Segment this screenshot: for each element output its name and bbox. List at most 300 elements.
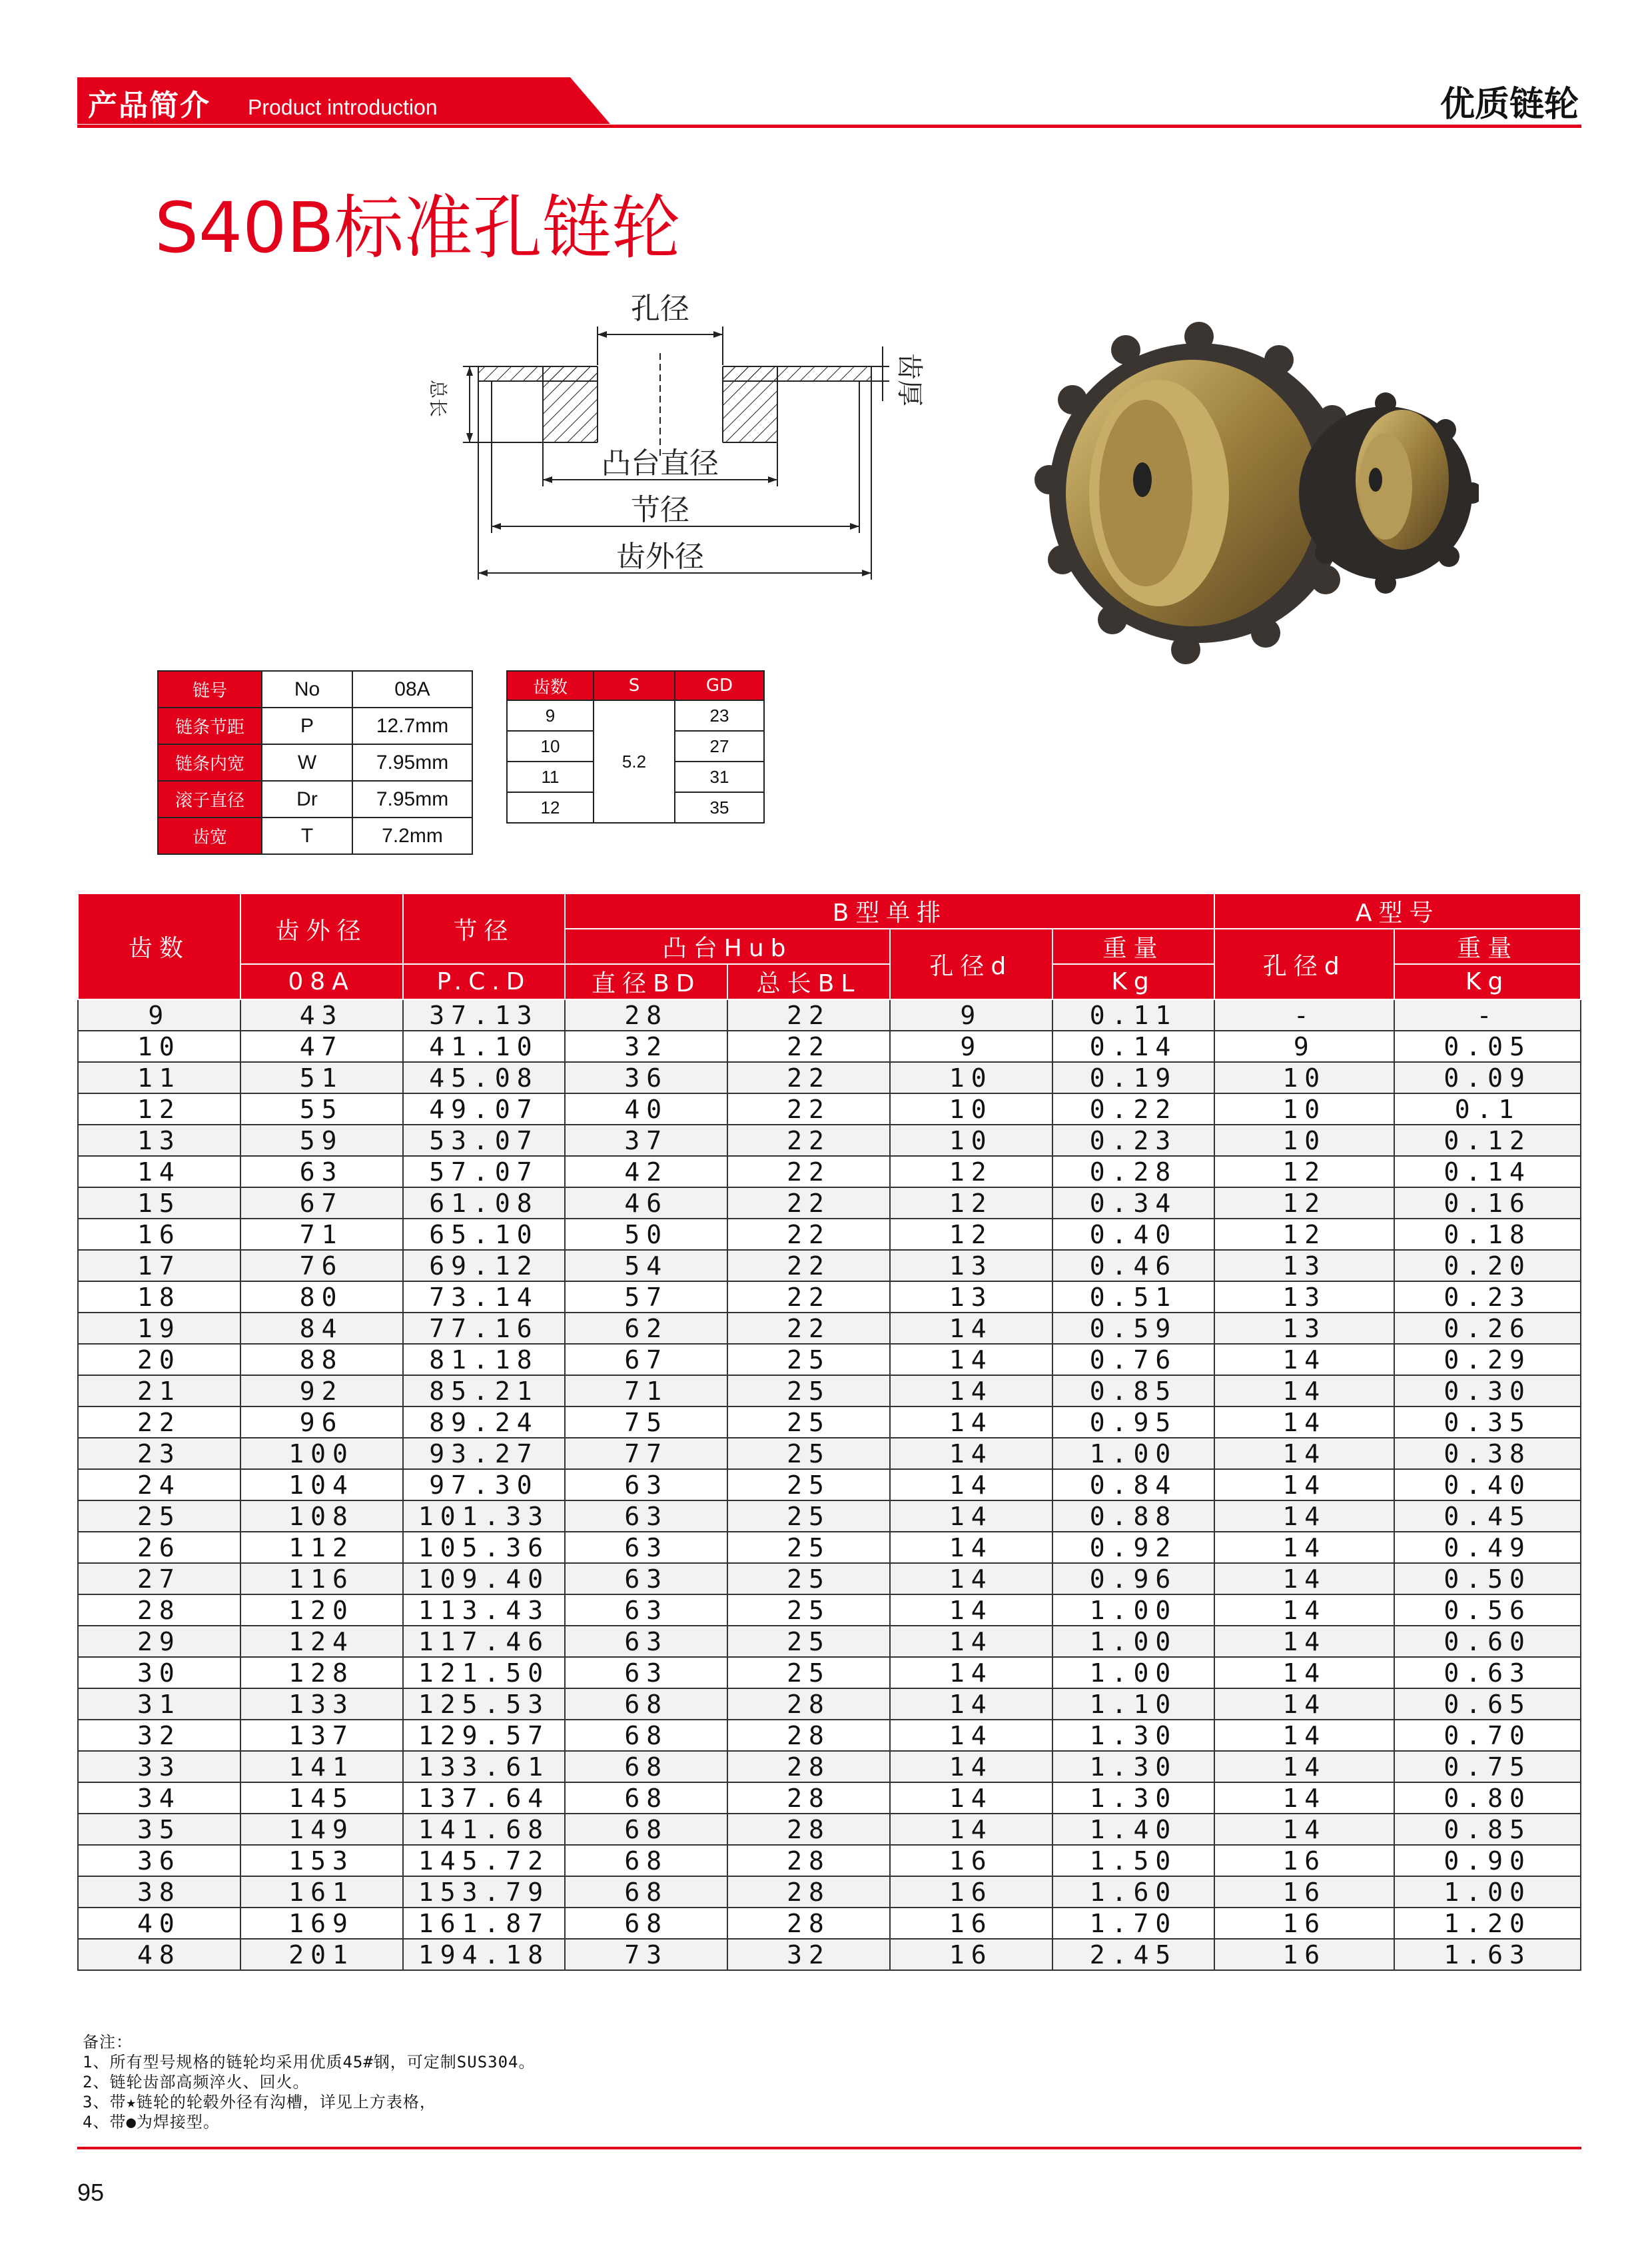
table-cell: 1.00 xyxy=(1394,1876,1581,1908)
hub-diameter-label: 凸台直径 xyxy=(602,446,719,480)
table-cell: 43 xyxy=(240,999,403,1031)
table-cell: 0.92 xyxy=(1052,1532,1215,1563)
spec-value: 08A xyxy=(352,671,472,708)
table-cell: 22 xyxy=(727,1125,890,1156)
notes xyxy=(83,2032,536,2132)
table-cell: 63 xyxy=(565,1657,727,1688)
table-cell: 20 xyxy=(78,1344,240,1375)
table-cell: 32 xyxy=(78,1720,240,1751)
table-cell: 97.30 xyxy=(403,1469,566,1500)
table-cell: 67 xyxy=(565,1344,727,1375)
table-cell: 201 xyxy=(240,1939,403,1970)
header-pitch-diameter: 节径 xyxy=(403,893,566,964)
table-cell: 14 xyxy=(890,1532,1052,1563)
table-cell: 153 xyxy=(240,1845,403,1876)
header-pcd-sub: P.C.D xyxy=(403,964,566,999)
table-cell: 50 xyxy=(565,1219,727,1250)
table-cell: 1.00 xyxy=(1052,1594,1215,1626)
table-cell: 1.30 xyxy=(1052,1720,1215,1751)
table-cell: 145.72 xyxy=(403,1845,566,1876)
table-cell: 14 xyxy=(1214,1500,1394,1532)
tooth-s-value: 5.2 xyxy=(594,700,675,823)
table-cell: 0.18 xyxy=(1394,1219,1581,1250)
table-cell: 46 xyxy=(565,1187,727,1219)
table-cell: 28 xyxy=(565,999,727,1031)
table-cell: 117.46 xyxy=(403,1626,566,1657)
table-cell: 28 xyxy=(727,1751,890,1782)
table-cell: 1.30 xyxy=(1052,1782,1215,1814)
table-cell: 77 xyxy=(565,1438,727,1469)
bore-label: 孔径 xyxy=(631,292,689,326)
table-cell: 14 xyxy=(890,1406,1052,1438)
table-cell: 0.30 xyxy=(1394,1375,1581,1406)
spec-row xyxy=(158,781,472,818)
table-cell: 108 xyxy=(240,1500,403,1532)
table-cell: 12 xyxy=(1214,1187,1394,1219)
table-cell: 10 xyxy=(1214,1062,1394,1093)
table-cell: 68 xyxy=(565,1782,727,1814)
table-cell: 68 xyxy=(565,1908,727,1939)
table-cell: 63 xyxy=(565,1532,727,1563)
table-cell: 0.09 xyxy=(1394,1062,1581,1093)
table-cell: 14 xyxy=(1214,1438,1394,1469)
table-cell: 0.29 xyxy=(1394,1344,1581,1375)
table-cell: 37 xyxy=(565,1125,727,1156)
header-a-weight: 重量 xyxy=(1394,929,1581,964)
table-cell: 0.11 xyxy=(1052,999,1215,1031)
table-cell: 93.27 xyxy=(403,1438,566,1469)
table-cell: 0.75 xyxy=(1394,1751,1581,1782)
table-cell: 17 xyxy=(78,1250,240,1281)
table-cell: 12 xyxy=(890,1156,1052,1187)
table-row xyxy=(78,1720,1581,1751)
table-cell: 14 xyxy=(78,1156,240,1187)
table-cell: 0.23 xyxy=(1052,1125,1215,1156)
table-cell: 14 xyxy=(1214,1406,1394,1438)
table-cell: 59 xyxy=(240,1125,403,1156)
total-length-label: 总长 xyxy=(427,380,449,418)
pitch-diameter-label: 节径 xyxy=(631,493,689,527)
table-cell: 28 xyxy=(727,1908,890,1939)
table-cell: 0.1 xyxy=(1394,1093,1581,1125)
table-cell: 16 xyxy=(890,1908,1052,1939)
section-title-cn: 产品简介 xyxy=(88,89,210,123)
table-cell: 80 xyxy=(240,1281,403,1313)
spec-value: 7.95mm xyxy=(352,781,472,818)
table-row xyxy=(78,1594,1581,1626)
table-cell: 33 xyxy=(78,1751,240,1782)
header-hub-bd: 直径BD xyxy=(565,964,727,999)
table-cell: 1.63 xyxy=(1394,1939,1581,1970)
spec-label: 链条内宽 xyxy=(158,744,262,781)
spec-label: 滚子直径 xyxy=(158,781,262,818)
header-divider xyxy=(77,125,1581,128)
table-row xyxy=(78,1187,1581,1219)
header-a-weight-unit: Kg xyxy=(1394,964,1581,999)
spec-label: 链条节距 xyxy=(158,708,262,744)
table-cell: 12 xyxy=(890,1187,1052,1219)
table-cell: 14 xyxy=(890,1626,1052,1657)
table-cell: 88 xyxy=(240,1344,403,1375)
table-cell: 14 xyxy=(1214,1532,1394,1563)
table-cell: 1.30 xyxy=(1052,1751,1215,1782)
table-cell: 1.00 xyxy=(1052,1626,1215,1657)
spec-value: 7.2mm xyxy=(352,818,472,854)
table-cell: 96 xyxy=(240,1406,403,1438)
page-title: S40B标准孔链轮 xyxy=(155,187,681,269)
table-cell: 113.43 xyxy=(403,1594,566,1626)
table-cell: 35 xyxy=(78,1814,240,1845)
table-cell: 11 xyxy=(78,1062,240,1093)
table-cell: 51 xyxy=(240,1062,403,1093)
header-outer-diameter: 齿外径 xyxy=(240,893,403,964)
table-row xyxy=(78,1845,1581,1876)
table-cell: 1.40 xyxy=(1052,1814,1215,1845)
outer-diameter-label: 齿外径 xyxy=(616,540,704,574)
table-cell: 25 xyxy=(727,1563,890,1594)
table-cell: 149 xyxy=(240,1814,403,1845)
table-cell: 61.08 xyxy=(403,1187,566,1219)
table-cell: 36 xyxy=(78,1845,240,1876)
table-cell: 30 xyxy=(78,1657,240,1688)
table-cell: 13 xyxy=(1214,1250,1394,1281)
table-row xyxy=(78,1469,1581,1500)
table-cell: 14 xyxy=(1214,1751,1394,1782)
table-cell: 0.85 xyxy=(1394,1814,1581,1845)
table-cell: 28 xyxy=(727,1782,890,1814)
table-row xyxy=(78,1532,1581,1563)
table-cell: 89.24 xyxy=(403,1406,566,1438)
table-cell: 22 xyxy=(727,1093,890,1125)
table-cell: 22 xyxy=(727,1062,890,1093)
table-cell: 22 xyxy=(727,1187,890,1219)
table-cell: 14 xyxy=(1214,1688,1394,1720)
table-cell: 13 xyxy=(78,1125,240,1156)
table-cell: 24 xyxy=(78,1469,240,1500)
table-cell: 14 xyxy=(890,1751,1052,1782)
table-cell: - xyxy=(1394,999,1581,1031)
table-cell: 34 xyxy=(78,1782,240,1814)
header-outer-diameter-sub: 08A xyxy=(240,964,403,999)
table-cell: 0.23 xyxy=(1394,1281,1581,1313)
table-cell: 0.35 xyxy=(1394,1406,1581,1438)
table-row xyxy=(78,1876,1581,1908)
table-cell: 25 xyxy=(727,1626,890,1657)
table-cell: 0.19 xyxy=(1052,1062,1215,1093)
table-cell: 22 xyxy=(727,999,890,1031)
table-cell: 0.46 xyxy=(1052,1250,1215,1281)
table-cell: 18 xyxy=(78,1281,240,1313)
table-cell: 19 xyxy=(78,1313,240,1344)
table-cell: 0.76 xyxy=(1052,1344,1215,1375)
table-cell: 16 xyxy=(1214,1908,1394,1939)
table-cell: 133 xyxy=(240,1688,403,1720)
tooth-spec-table xyxy=(506,670,765,824)
table-cell: 124 xyxy=(240,1626,403,1657)
table-cell: 16 xyxy=(890,1939,1052,1970)
table-cell: 25 xyxy=(727,1344,890,1375)
table-row xyxy=(78,1125,1581,1156)
table-cell: 0.34 xyxy=(1052,1187,1215,1219)
table-cell: 25 xyxy=(727,1438,890,1469)
table-cell: 22 xyxy=(727,1250,890,1281)
table-cell: 0.05 xyxy=(1394,1031,1581,1062)
table-cell: 27 xyxy=(78,1563,240,1594)
table-cell: 15 xyxy=(78,1187,240,1219)
table-cell: 0.12 xyxy=(1394,1125,1581,1156)
table-cell: 14 xyxy=(1214,1782,1394,1814)
table-cell: 0.49 xyxy=(1394,1532,1581,1563)
table-cell: - xyxy=(1214,999,1394,1031)
table-cell: 42 xyxy=(565,1156,727,1187)
table-cell: 14 xyxy=(1214,1626,1394,1657)
spec-row xyxy=(158,818,472,854)
table-cell: 0.63 xyxy=(1394,1657,1581,1688)
table-cell: 57.07 xyxy=(403,1156,566,1187)
table-cell: 1.50 xyxy=(1052,1845,1215,1876)
table-cell: 0.14 xyxy=(1052,1031,1215,1062)
table-cell: 22 xyxy=(727,1031,890,1062)
table-row xyxy=(78,1219,1581,1250)
header-a-bore: 孔径d xyxy=(1214,929,1394,999)
table-cell: 73.14 xyxy=(403,1281,566,1313)
table-cell: 16 xyxy=(1214,1876,1394,1908)
spec-symbol: P xyxy=(262,708,352,744)
table-cell: 169 xyxy=(240,1908,403,1939)
table-cell: 14 xyxy=(890,1688,1052,1720)
header-teeth: 齿数 xyxy=(78,893,240,999)
table-cell: 38 xyxy=(78,1876,240,1908)
table-cell: 45.08 xyxy=(403,1062,566,1093)
table-cell: 84 xyxy=(240,1313,403,1344)
table-cell: 14 xyxy=(890,1782,1052,1814)
table-cell: 1.60 xyxy=(1052,1876,1215,1908)
tooth-header-teeth: 齿数 xyxy=(507,671,594,700)
table-cell: 47 xyxy=(240,1031,403,1062)
table-cell: 28 xyxy=(727,1814,890,1845)
table-cell: 1.00 xyxy=(1052,1438,1215,1469)
table-cell: 9 xyxy=(1214,1031,1394,1062)
spec-value: 7.95mm xyxy=(352,744,472,781)
table-row xyxy=(78,999,1581,1031)
spec-value: 12.7mm xyxy=(352,708,472,744)
header-hub-bl: 总长BL xyxy=(727,964,890,999)
table-cell: 22 xyxy=(727,1313,890,1344)
table-cell: 116 xyxy=(240,1563,403,1594)
table-cell: 53.07 xyxy=(403,1125,566,1156)
table-cell: 0.56 xyxy=(1394,1594,1581,1626)
table-cell: 14 xyxy=(1214,1594,1394,1626)
table-row xyxy=(78,1939,1581,1970)
table-cell: 12 xyxy=(1214,1219,1394,1250)
note-line: 4、带●为焊接型。 xyxy=(83,2113,220,2131)
table-cell: 63 xyxy=(240,1156,403,1187)
table-cell: 14 xyxy=(1214,1657,1394,1688)
table-cell: 57 xyxy=(565,1281,727,1313)
tooth-cell: 11 xyxy=(507,762,594,792)
table-cell: 13 xyxy=(890,1250,1052,1281)
table-cell: 81.18 xyxy=(403,1344,566,1375)
note-line: 2、链轮齿部高频淬火、回火。 xyxy=(83,2073,310,2091)
table-cell: 62 xyxy=(565,1313,727,1344)
table-cell: 16 xyxy=(1214,1939,1394,1970)
table-cell: 63 xyxy=(565,1563,727,1594)
table-cell: 22 xyxy=(727,1156,890,1187)
table-row xyxy=(78,1751,1581,1782)
table-cell: 133.61 xyxy=(403,1751,566,1782)
table-cell: 14 xyxy=(890,1469,1052,1500)
table-cell: 0.40 xyxy=(1052,1219,1215,1250)
table-cell: 49.07 xyxy=(403,1093,566,1125)
table-cell: 68 xyxy=(565,1876,727,1908)
tooth-thickness-label: 齿厚 xyxy=(894,353,925,406)
table-cell: 25 xyxy=(727,1500,890,1532)
spec-symbol: T xyxy=(262,818,352,854)
table-cell: 12 xyxy=(890,1219,1052,1250)
spec-symbol: W xyxy=(262,744,352,781)
table-cell: 137.64 xyxy=(403,1782,566,1814)
tooth-header-gd: GD xyxy=(675,671,764,700)
table-cell: 9 xyxy=(890,999,1052,1031)
table-cell: 101.33 xyxy=(403,1500,566,1532)
tooth-cell: 31 xyxy=(675,762,764,792)
table-cell: 0.88 xyxy=(1052,1500,1215,1532)
table-cell: 37.13 xyxy=(403,999,566,1031)
table-cell: 68 xyxy=(565,1814,727,1845)
table-cell: 14 xyxy=(1214,1720,1394,1751)
table-cell: 14 xyxy=(1214,1563,1394,1594)
table-cell: 16 xyxy=(1214,1845,1394,1876)
table-cell: 0.51 xyxy=(1052,1281,1215,1313)
spec-label: 链号 xyxy=(158,671,262,708)
table-cell: 0.95 xyxy=(1052,1406,1215,1438)
table-cell: 85.21 xyxy=(403,1375,566,1406)
table-cell: 13 xyxy=(890,1281,1052,1313)
table-cell: 10 xyxy=(890,1062,1052,1093)
table-cell: 0.60 xyxy=(1394,1626,1581,1657)
table-cell: 0.65 xyxy=(1394,1688,1581,1720)
table-cell: 71 xyxy=(565,1375,727,1406)
table-cell: 0.22 xyxy=(1052,1093,1215,1125)
table-cell: 14 xyxy=(890,1375,1052,1406)
table-cell: 48 xyxy=(78,1939,240,1970)
table-cell: 65.10 xyxy=(403,1219,566,1250)
table-row xyxy=(78,1375,1581,1406)
table-cell: 12 xyxy=(1214,1156,1394,1187)
table-cell: 71 xyxy=(240,1219,403,1250)
table-row xyxy=(78,1782,1581,1814)
table-cell: 14 xyxy=(1214,1375,1394,1406)
table-cell: 68 xyxy=(565,1751,727,1782)
table-cell: 0.84 xyxy=(1052,1469,1215,1500)
table-cell: 55 xyxy=(240,1093,403,1125)
table-cell: 121.50 xyxy=(403,1657,566,1688)
table-cell: 68 xyxy=(565,1845,727,1876)
header-a-type: A型号 xyxy=(1214,893,1581,929)
table-cell: 22 xyxy=(78,1406,240,1438)
table-cell: 120 xyxy=(240,1594,403,1626)
table-row xyxy=(78,1062,1581,1093)
table-cell: 25 xyxy=(78,1500,240,1532)
table-cell: 14 xyxy=(1214,1469,1394,1500)
table-cell: 145 xyxy=(240,1782,403,1814)
table-cell: 29 xyxy=(78,1626,240,1657)
table-cell: 0.59 xyxy=(1052,1313,1215,1344)
table-cell: 128 xyxy=(240,1657,403,1688)
table-cell: 109.40 xyxy=(403,1563,566,1594)
table-cell: 25 xyxy=(727,1594,890,1626)
table-cell: 63 xyxy=(565,1500,727,1532)
table-cell: 26 xyxy=(78,1532,240,1563)
table-cell: 68 xyxy=(565,1688,727,1720)
table-cell: 14 xyxy=(890,1814,1052,1845)
table-cell: 28 xyxy=(727,1876,890,1908)
table-row xyxy=(78,1406,1581,1438)
header-b-weight: 重量 xyxy=(1052,929,1215,964)
table-cell: 14 xyxy=(890,1438,1052,1469)
note-line: 3、带★链轮的轮毂外径有沟槽，详见上方表格， xyxy=(83,2093,436,2111)
table-cell: 2.45 xyxy=(1052,1939,1215,1970)
table-cell: 68 xyxy=(565,1720,727,1751)
table-cell: 14 xyxy=(890,1657,1052,1688)
tooth-header-s: S xyxy=(594,671,675,700)
table-row xyxy=(78,1563,1581,1594)
header-b-weight-unit: Kg xyxy=(1052,964,1215,999)
table-row xyxy=(78,1281,1581,1313)
table-cell: 16 xyxy=(890,1845,1052,1876)
table-cell: 161.87 xyxy=(403,1908,566,1939)
table-cell: 1.70 xyxy=(1052,1908,1215,1939)
table-cell: 10 xyxy=(78,1031,240,1062)
table-cell: 104 xyxy=(240,1469,403,1500)
tooth-cell: 10 xyxy=(507,731,594,762)
table-cell: 0.90 xyxy=(1394,1845,1581,1876)
table-cell: 25 xyxy=(727,1657,890,1688)
table-cell: 129.57 xyxy=(403,1720,566,1751)
table-cell: 14 xyxy=(890,1313,1052,1344)
table-cell: 105.36 xyxy=(403,1532,566,1563)
table-cell: 0.26 xyxy=(1394,1313,1581,1344)
header-b-bore: 孔径d xyxy=(890,929,1052,999)
table-cell: 10 xyxy=(1214,1125,1394,1156)
table-cell: 0.40 xyxy=(1394,1469,1581,1500)
tooth-cell: 23 xyxy=(675,700,764,731)
table-cell: 153.79 xyxy=(403,1876,566,1908)
table-cell: 14 xyxy=(890,1344,1052,1375)
table-cell: 14 xyxy=(1214,1814,1394,1845)
table-cell: 23 xyxy=(78,1438,240,1469)
table-cell: 1.20 xyxy=(1394,1908,1581,1939)
table-cell: 25 xyxy=(727,1375,890,1406)
table-cell: 0.38 xyxy=(1394,1438,1581,1469)
table-cell: 16 xyxy=(890,1876,1052,1908)
table-cell: 41.10 xyxy=(403,1031,566,1062)
table-cell: 1.10 xyxy=(1052,1688,1215,1720)
table-cell: 13 xyxy=(1214,1281,1394,1313)
table-cell: 76 xyxy=(240,1250,403,1281)
table-cell: 32 xyxy=(565,1031,727,1062)
table-cell: 14 xyxy=(890,1563,1052,1594)
table-cell: 16 xyxy=(78,1219,240,1250)
table-row xyxy=(78,1908,1581,1939)
table-cell: 73 xyxy=(565,1939,727,1970)
spec-row xyxy=(158,744,472,781)
table-cell: 63 xyxy=(565,1469,727,1500)
table-cell: 36 xyxy=(565,1062,727,1093)
table-cell: 0.96 xyxy=(1052,1563,1215,1594)
tooth-cell: 12 xyxy=(507,792,594,823)
table-cell: 63 xyxy=(565,1594,727,1626)
